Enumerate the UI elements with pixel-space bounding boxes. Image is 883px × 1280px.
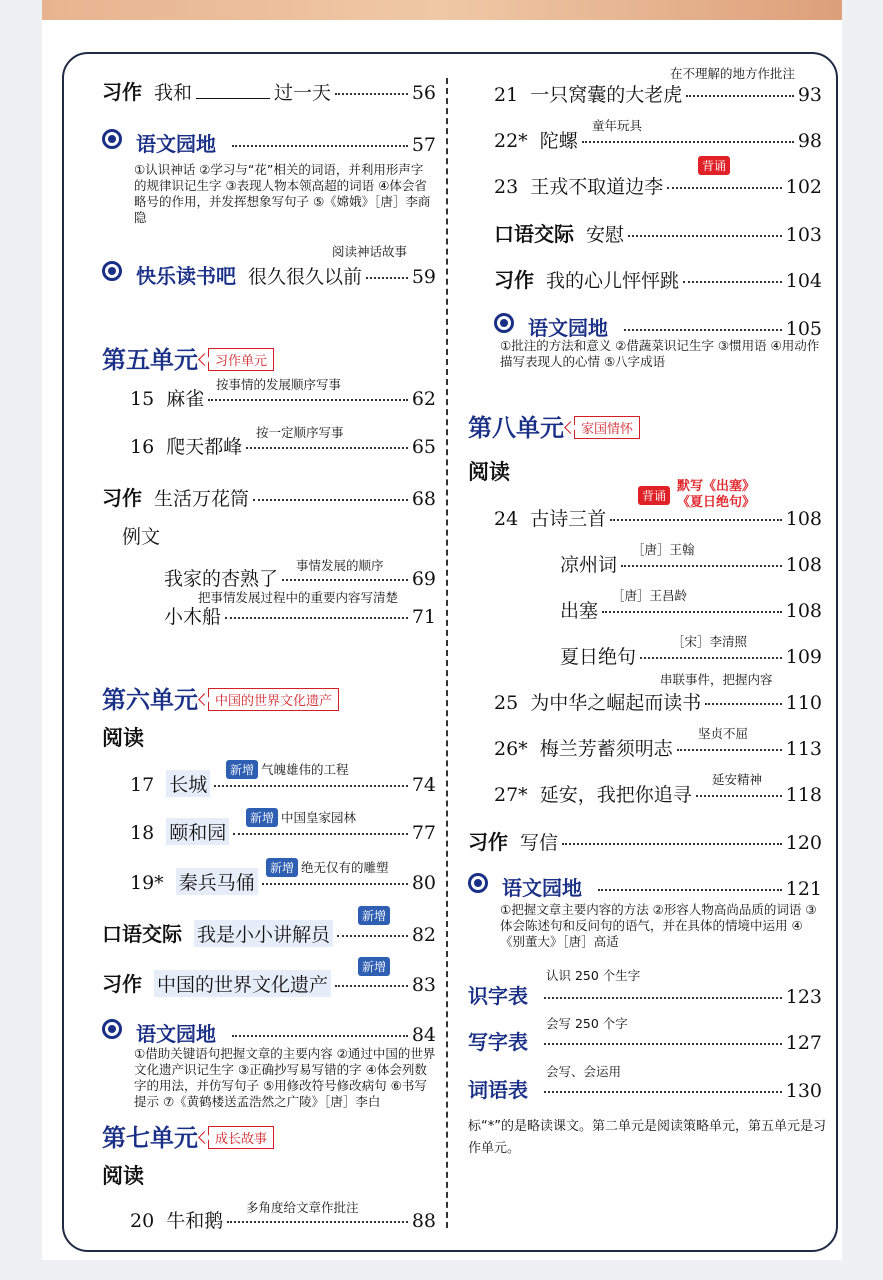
toc-xiezi[interactable]: 写字表 127	[468, 1030, 822, 1054]
toc-ciyu[interactable]: 词语表 130	[468, 1078, 822, 1102]
toc-lesson-19[interactable]: 19* 秦兵马俑 80	[130, 868, 436, 895]
unit-5-title: 第五单元 习作单元	[102, 340, 274, 375]
toc-lesson-20[interactable]: 20 牛和鹅 88	[130, 1210, 436, 1232]
toc-xizuo-6[interactable]: 习作 中国的世界文化遗产 83	[102, 972, 436, 996]
new-badge: 新增	[266, 858, 298, 877]
unit-tag: 家国情怀	[574, 416, 640, 439]
unit-tag: 成长故事	[208, 1126, 274, 1149]
yuwen-7-desc: ①批注的方法和意义 ②借蔬菜识记生字 ③惯用语 ④用动作描写表现人的心情 ⑤八字成语	[500, 338, 820, 369]
bullet-icon	[494, 313, 514, 333]
toc-poem-2[interactable]: 出塞 108	[560, 600, 822, 622]
toc-kouyu-7[interactable]: 口语交际 安慰 103	[494, 222, 822, 246]
new-badge: 新增	[246, 808, 278, 827]
new-badge: 新增	[358, 957, 390, 976]
toc-yuwen-7[interactable]: 语文园地 105	[494, 312, 822, 341]
toc-yuwen-6[interactable]: 语文园地 84	[102, 1018, 436, 1047]
new-badge: 新增	[358, 906, 390, 925]
toc-lesson-17[interactable]: 17 长城 74	[130, 770, 436, 797]
toc-kuaile[interactable]: 快乐读书吧 很久很久以前 59	[102, 260, 436, 289]
toc-lesson-15[interactable]: 15 麻雀 62	[130, 388, 436, 410]
toc-lesson-23[interactable]: 23 王戎不取道边李 102	[494, 176, 822, 198]
toc-lesson-18[interactable]: 18 颐和园 77	[130, 818, 436, 845]
bullet-icon	[468, 873, 488, 893]
unit-8-title: 第八单元 家国情怀	[468, 408, 640, 443]
yuwen-8-desc: ①把握文章主要内容的方法 ②形容人物高尚品质的词语 ③体会陈述句和反问句的语气，并在具体的情境中运用 ④《别董大》［唐］高适	[500, 902, 817, 949]
toc-poem-3[interactable]: 夏日绝句 109	[560, 646, 822, 668]
toc-poem-1[interactable]: 凉州词 108	[560, 554, 822, 576]
top-strip	[42, 0, 842, 22]
bullet-icon	[102, 129, 122, 149]
toc-shizi[interactable]: 识字表 123	[468, 984, 822, 1008]
yuedu-6: 阅读	[102, 726, 144, 750]
toc-lesson-21[interactable]: 21 一只窝囊的大老虎 93	[494, 84, 822, 106]
toc-lesson-22[interactable]: 22* 陀螺 98	[494, 130, 822, 152]
recite-badge: 背诵	[638, 486, 670, 505]
footer-note: 标“*”的是略读课文。第二单元是阅读策略单元，第五单元是习作单元。	[468, 1119, 826, 1156]
toc-lesson-26[interactable]: 26* 梅兰芳蓄须明志 113	[494, 738, 822, 760]
bullet-icon	[102, 1019, 122, 1039]
column-divider	[446, 78, 448, 1228]
unit-tag: 习作单元	[208, 348, 274, 371]
unit-6-title: 第六单元 中国的世界文化遗产	[102, 680, 339, 715]
yuwen-6-desc: ①借助关键语句把握文章的主要内容 ②通过中国的世界文化遗产识记生字 ③正确抄写易写错的字 ④体会列数字的用法，并仿写句子 ⑤用修改符号修改病句 ⑥书写提示 ⑦《黄鹤楼送孟浩然之广陵》［唐］李白	[134, 1046, 436, 1109]
page-number: 56	[411, 82, 436, 104]
toc-xizuo-2[interactable]: 习作 生活万花筒 68	[102, 486, 436, 510]
toc-liwen-1[interactable]: 我家的杏熟了 69	[164, 568, 436, 590]
toc-lesson-24[interactable]: 24 古诗三首 108	[494, 508, 822, 530]
toc-lesson-27[interactable]: 27* 延安，我把你追寻 118	[494, 784, 822, 806]
unit-tag: 中国的世界文化遗产	[208, 688, 339, 711]
toc-lesson-16[interactable]: 16 爬天都峰 65	[130, 436, 436, 458]
bullet-icon	[102, 261, 122, 281]
leader-dots	[335, 93, 408, 95]
yuedu-8: 阅读	[468, 460, 510, 484]
unit-7-title: 第七单元 成长故事	[102, 1118, 274, 1153]
toc-kouyu-6[interactable]: 口语交际 我是小小讲解员 82	[102, 922, 436, 946]
toc-xizuo-7[interactable]: 习作 我的心儿怦怦跳 104	[494, 268, 822, 292]
toc-liwen-2[interactable]: 小木船 71	[164, 606, 436, 628]
blank-line	[196, 98, 270, 99]
liwen-label: 例文	[122, 526, 161, 548]
toc-yuwen-8[interactable]: 语文园地 121	[468, 872, 822, 901]
toc-xizuo-1[interactable]: 习作 我和 过一天 56	[102, 76, 436, 105]
kuaile-note: 阅读神话故事	[332, 244, 408, 259]
yuedu-7: 阅读	[102, 1164, 144, 1188]
new-badge: 新增	[226, 760, 258, 779]
toc-xizuo-8[interactable]: 习作 写信 120	[468, 830, 822, 854]
toc-yuwen-1[interactable]: 语文园地 57	[102, 128, 436, 157]
toc-lesson-25[interactable]: 25 为中华之崛起而读书 110	[494, 692, 822, 714]
label: 习作	[102, 80, 142, 104]
recite-badge: 背诵	[698, 156, 730, 175]
yuwen-1-desc: ①认识神话 ②学习与“花”相关的词语，并利用形声字的规律识记生字 ③表现人物本领高超的词语 ④体会省略号的作用，并发挥想象写句子 ⑤《嫦娥》［唐］李商隐	[134, 162, 431, 225]
